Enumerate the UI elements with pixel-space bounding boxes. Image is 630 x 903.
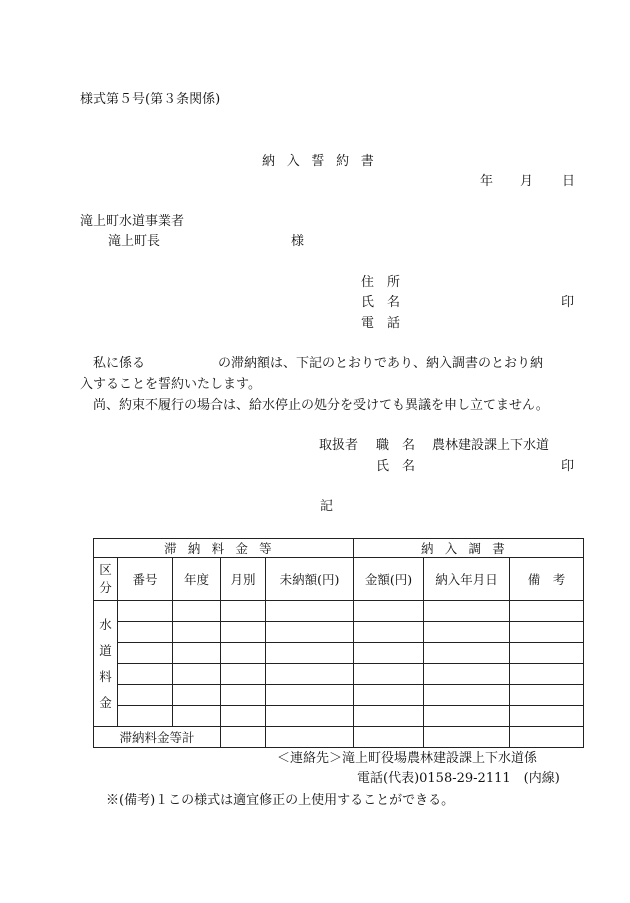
- handler-seal-mark: 印: [561, 459, 575, 474]
- phone-label: 電 話: [361, 316, 401, 331]
- table-row: [94, 685, 584, 706]
- name-label: 氏 名: [361, 295, 401, 310]
- payment-table: [93, 538, 584, 748]
- handler-name-label: 氏 名: [376, 459, 416, 474]
- table-row: [94, 643, 584, 664]
- col-header-unpaid: 未納額(円): [266, 558, 354, 601]
- col-header-paydate: 納入年月日: [424, 558, 510, 601]
- table-row: [94, 622, 584, 643]
- table-group-header-row: [94, 539, 584, 558]
- addressee-org: 滝上町水道事業者: [80, 214, 185, 229]
- document-title: 納入誓約書: [262, 154, 386, 169]
- body-line1-lead: 私に係る: [93, 356, 146, 371]
- handler-post-value: 農林建設課上下水道: [432, 438, 550, 453]
- table-total-row: [94, 727, 584, 748]
- date-month: 月: [520, 174, 534, 189]
- addressee-honorific: 様: [291, 234, 305, 249]
- contact-line1: ＜連絡先＞滝上町役場農林建設課上下水道係: [277, 751, 538, 766]
- table-row: [94, 601, 584, 622]
- addressee-title: 滝上町長: [108, 234, 161, 249]
- table-row: [94, 664, 584, 685]
- total-label: 滞納料金等計: [94, 727, 221, 748]
- date-year: 年: [480, 174, 494, 189]
- seal-mark: 印: [561, 295, 575, 310]
- table-row: [94, 706, 584, 727]
- col-header-number: 番号: [118, 558, 173, 601]
- group-header-arrears: 滞納料金等: [94, 539, 354, 558]
- body-line1-rest: の滞納額は、下記のとおりであり、納入調書のとおり納: [218, 356, 544, 371]
- body-line2: 入することを誓約いたします。: [80, 377, 261, 392]
- col-header-year: 年度: [173, 558, 221, 601]
- table-column-header-row: [94, 558, 584, 601]
- handler-post-label: 職 名: [376, 438, 416, 453]
- date-day: 日: [562, 174, 576, 189]
- category-water-fee: 水道料金: [94, 601, 118, 727]
- contact-line2: 電話(代表)0158-29-2111 (内線): [357, 771, 560, 786]
- body-line3: 尚、約束不履行の場合は、給水停止の処分を受けても異議を申し立てません。: [93, 398, 549, 413]
- col-header-month: 月別: [221, 558, 266, 601]
- form-number: 様式第５号(第３条関係): [80, 92, 221, 107]
- group-header-payment: 納入調書: [354, 539, 584, 558]
- record-label: 記: [320, 499, 334, 514]
- remarks-note: ※(備考)１この様式は適宜修正の上使用することができる。: [106, 793, 455, 808]
- col-header-kubun: 区分: [94, 558, 118, 601]
- handler-label: 取扱者: [319, 438, 359, 453]
- address-label: 住 所: [361, 275, 401, 290]
- col-header-remarks: 備 考: [510, 558, 584, 601]
- col-header-amount: 金額(円): [354, 558, 424, 601]
